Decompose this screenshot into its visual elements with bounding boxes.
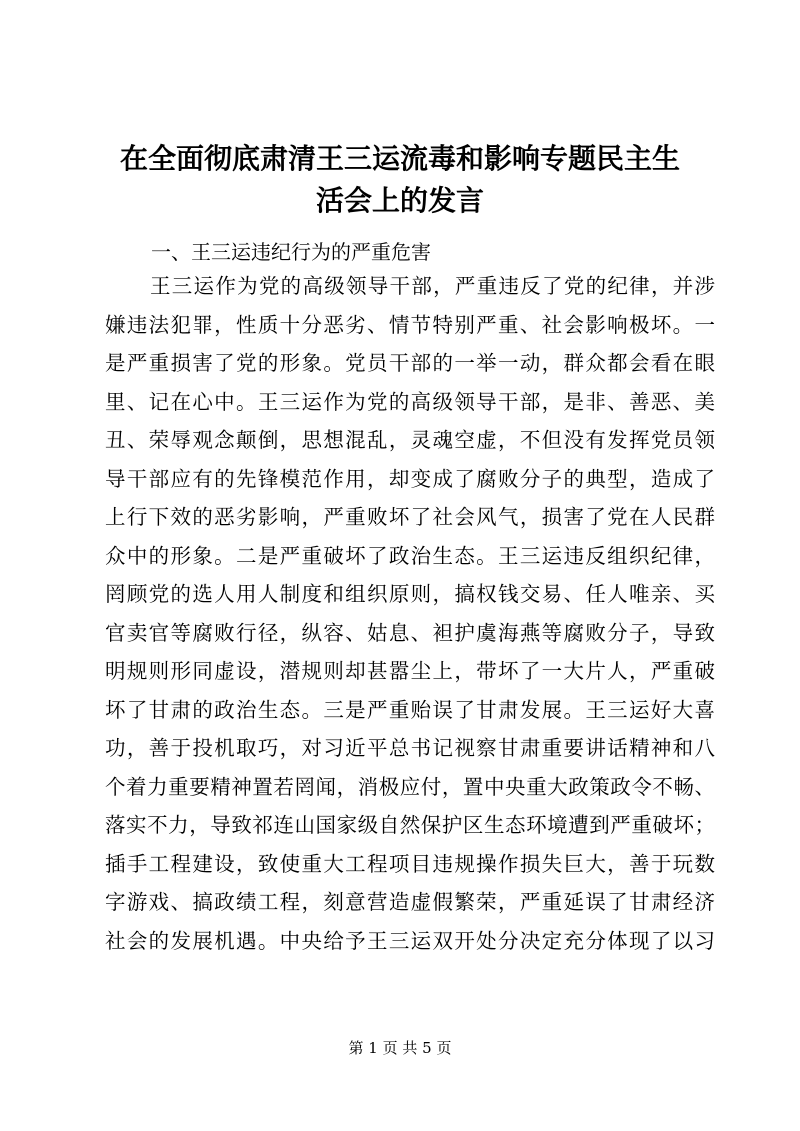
body-line: 罔顾党的选人用人制度和组织原则，搞权钱交易、任人唯亲、买 bbox=[105, 582, 715, 606]
title-line: 在全面彻底肃清王三运流毒和影响专题民主生 bbox=[119, 142, 680, 175]
body-line: 字游戏、搞政绩工程，刻意营造虚假繁荣，严重延误了甘肃经济 bbox=[105, 890, 715, 914]
body-line: 落实不力，导致祁连山国家级自然保护区生态环境遭到严重破坏； bbox=[105, 813, 715, 837]
body-line: 丑、荣辱观念颠倒，思想混乱，灵魂空虚，不但没有发挥党员领 bbox=[105, 428, 715, 452]
body-line: 上行下效的恶劣影响，严重败坏了社会风气，损害了党在人民群 bbox=[105, 505, 715, 529]
body-line: 插手工程建设，致使重大工程项目违规操作损失巨大，善于玩数 bbox=[105, 851, 715, 876]
title-line: 活会上的发言 bbox=[315, 184, 484, 217]
body-line: 众中的形象。二是严重破坏了政治生态。王三运违反组织纪律， bbox=[105, 543, 715, 568]
body-line: 嫌违法犯罪，性质十分恶劣、情节特别严重、社会影响极坏。一 bbox=[105, 312, 715, 337]
section-heading: 一、王三运违纪行为的严重危害 bbox=[151, 240, 431, 264]
body-line: 坏了甘肃的政治生态。三是严重贻误了甘肃发展。王三运好大喜 bbox=[105, 697, 715, 722]
body-line: 功，善于投机取巧，对习近平总书记视察甘肃重要讲话精神和八 bbox=[105, 736, 715, 760]
page-footer: 第 1 页 共 5 页 bbox=[348, 1039, 452, 1057]
body-paragraph bbox=[105, 267, 715, 960]
body-line: 王三运作为党的高级领导干部，严重违反了党的纪律，并涉 bbox=[150, 274, 715, 298]
body-line: 是严重损害了党的形象。党员干部的一举一动，群众都会看在眼 bbox=[105, 351, 715, 375]
body-line: 明规则形同虚设，潜规则却甚嚣尘上，带坏了一大片人，严重破 bbox=[105, 659, 715, 683]
body-line: 个着力重要精神置若罔闻，消极应付，置中央重大政策政令不畅、 bbox=[105, 774, 715, 799]
body-line: 官卖官等腐败行径，纵容、姑息、袒护虞海燕等腐败分子，导致 bbox=[105, 620, 715, 645]
body-line: 社会的发展机遇。中央给予王三运双开处分决定充分体现了以习 bbox=[105, 928, 715, 953]
body-line: 导干部应有的先锋模范作用，却变成了腐败分子的典型，造成了 bbox=[105, 466, 715, 491]
body-line: 里、记在心中。王三运作为党的高级领导干部，是非、善恶、美 bbox=[105, 389, 715, 414]
document-title bbox=[100, 138, 700, 222]
